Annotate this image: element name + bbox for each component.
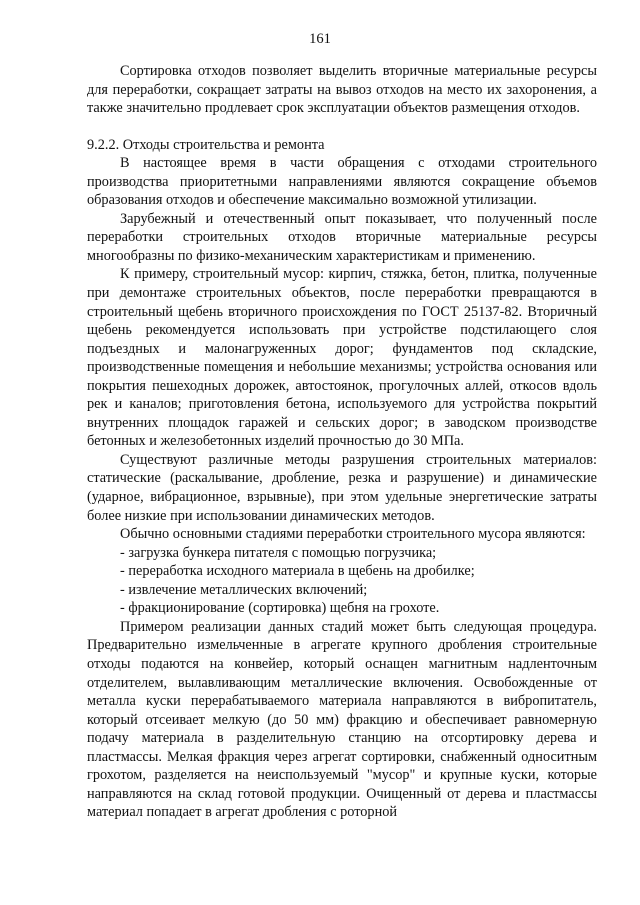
paragraph-experience: Зарубежный и отечественный опыт показывает, что полученный после переработки строительных отходов вторичные материальные ресурсы многообразны по физико-механическим характеристикам и применению. (87, 210, 597, 264)
page-number: 161 (309, 31, 331, 47)
paragraph-methods: Существуют различные методы разрушения строительных материалов: статические (раскалывание, дробление, резка и разрушение) и динамические (ударное, вибрационное, взрывные), при этом удельные энергетические затраты более низкие при использовании динамических методов. (87, 451, 597, 524)
paragraph-procedure: Примером реализации данных стадий может быть следующая процедура. Предварительно измельченные в агрегате крупного дробления строительные отходы подаются на конвейер, который оснащен магнитным надленточным отделителем, вылавливающим металлические включения. Освобожденные от металла куски перерабатываемого материала направляются в вибропитатель, который отсеивает мелкую (до 50 мм) фракцию и обеспечивает равномерную подачу материала в разделительную станцию на отсортировку дерева и пластмассы. Мелкая фракция через агрегат сортировки, снабженный односитным грохотом, разделяется на неиспользуемый "мусор" и крупные куски, которые направляются на склад готовой продукции. Очищенный от дерева и пластмассы материал попадает в агрегат дробления с роторной (87, 618, 597, 821)
list-item: - загрузка бункера питателя с помощью погрузчика; (120, 544, 437, 561)
paragraph-example: К примеру, строительный мусор: кирпич, стяжка, бетон, плитка, полученные при демонтаже строительных объектов, после переработки превращаются в строительный щебень вторичного происхождения по ГОСТ 25137-82. Вторичный щебень рекомендуется использовать при устройстве подстилающего слоя подъездных и малонагруженных дорог; фундаментов под складские, производственные помещения и небольшие механизмы; устройства основания или покрытия пешеходных дорожек, автостоянок, прогулочных аллей, откосов вдоль рек и каналов; приготовления бетона, используемого для устройства покрытий внутренних площадок гаражей и сельских дорог; в заводском производстве бетонных и железобетонных изделий прочностью до 30 МПа. (87, 266, 597, 450)
page-body (87, 62, 597, 822)
paragraph-stages-intro: Обычно основными стадиями переработки строительного мусора являются: (120, 526, 586, 543)
section-heading: 9.2.2. Отходы строительства и ремонта (87, 136, 325, 153)
list-item: - фракционирование (сортировка) щебня на грохоте. (120, 600, 440, 617)
paragraph-priorities: В настоящее время в части обращения с отходами строительного производства приоритетными направлениями являются сокращение объемов образования отходов и обеспечение максимально возможной утилизации. (87, 155, 597, 209)
intro-paragraph: Сортировка отходов позволяет выделить вторичные материальные ресурсы для переработки, сокращает затраты на вывоз отходов на место их захоронения, а также значительно продлевает срок эксплуатации объектов размещения отходов. (87, 63, 597, 117)
list-item: - извлечение металлических включений; (120, 581, 368, 598)
list-item: - переработка исходного материала в щебень на дробилке; (120, 563, 475, 580)
stages-list (87, 544, 597, 618)
